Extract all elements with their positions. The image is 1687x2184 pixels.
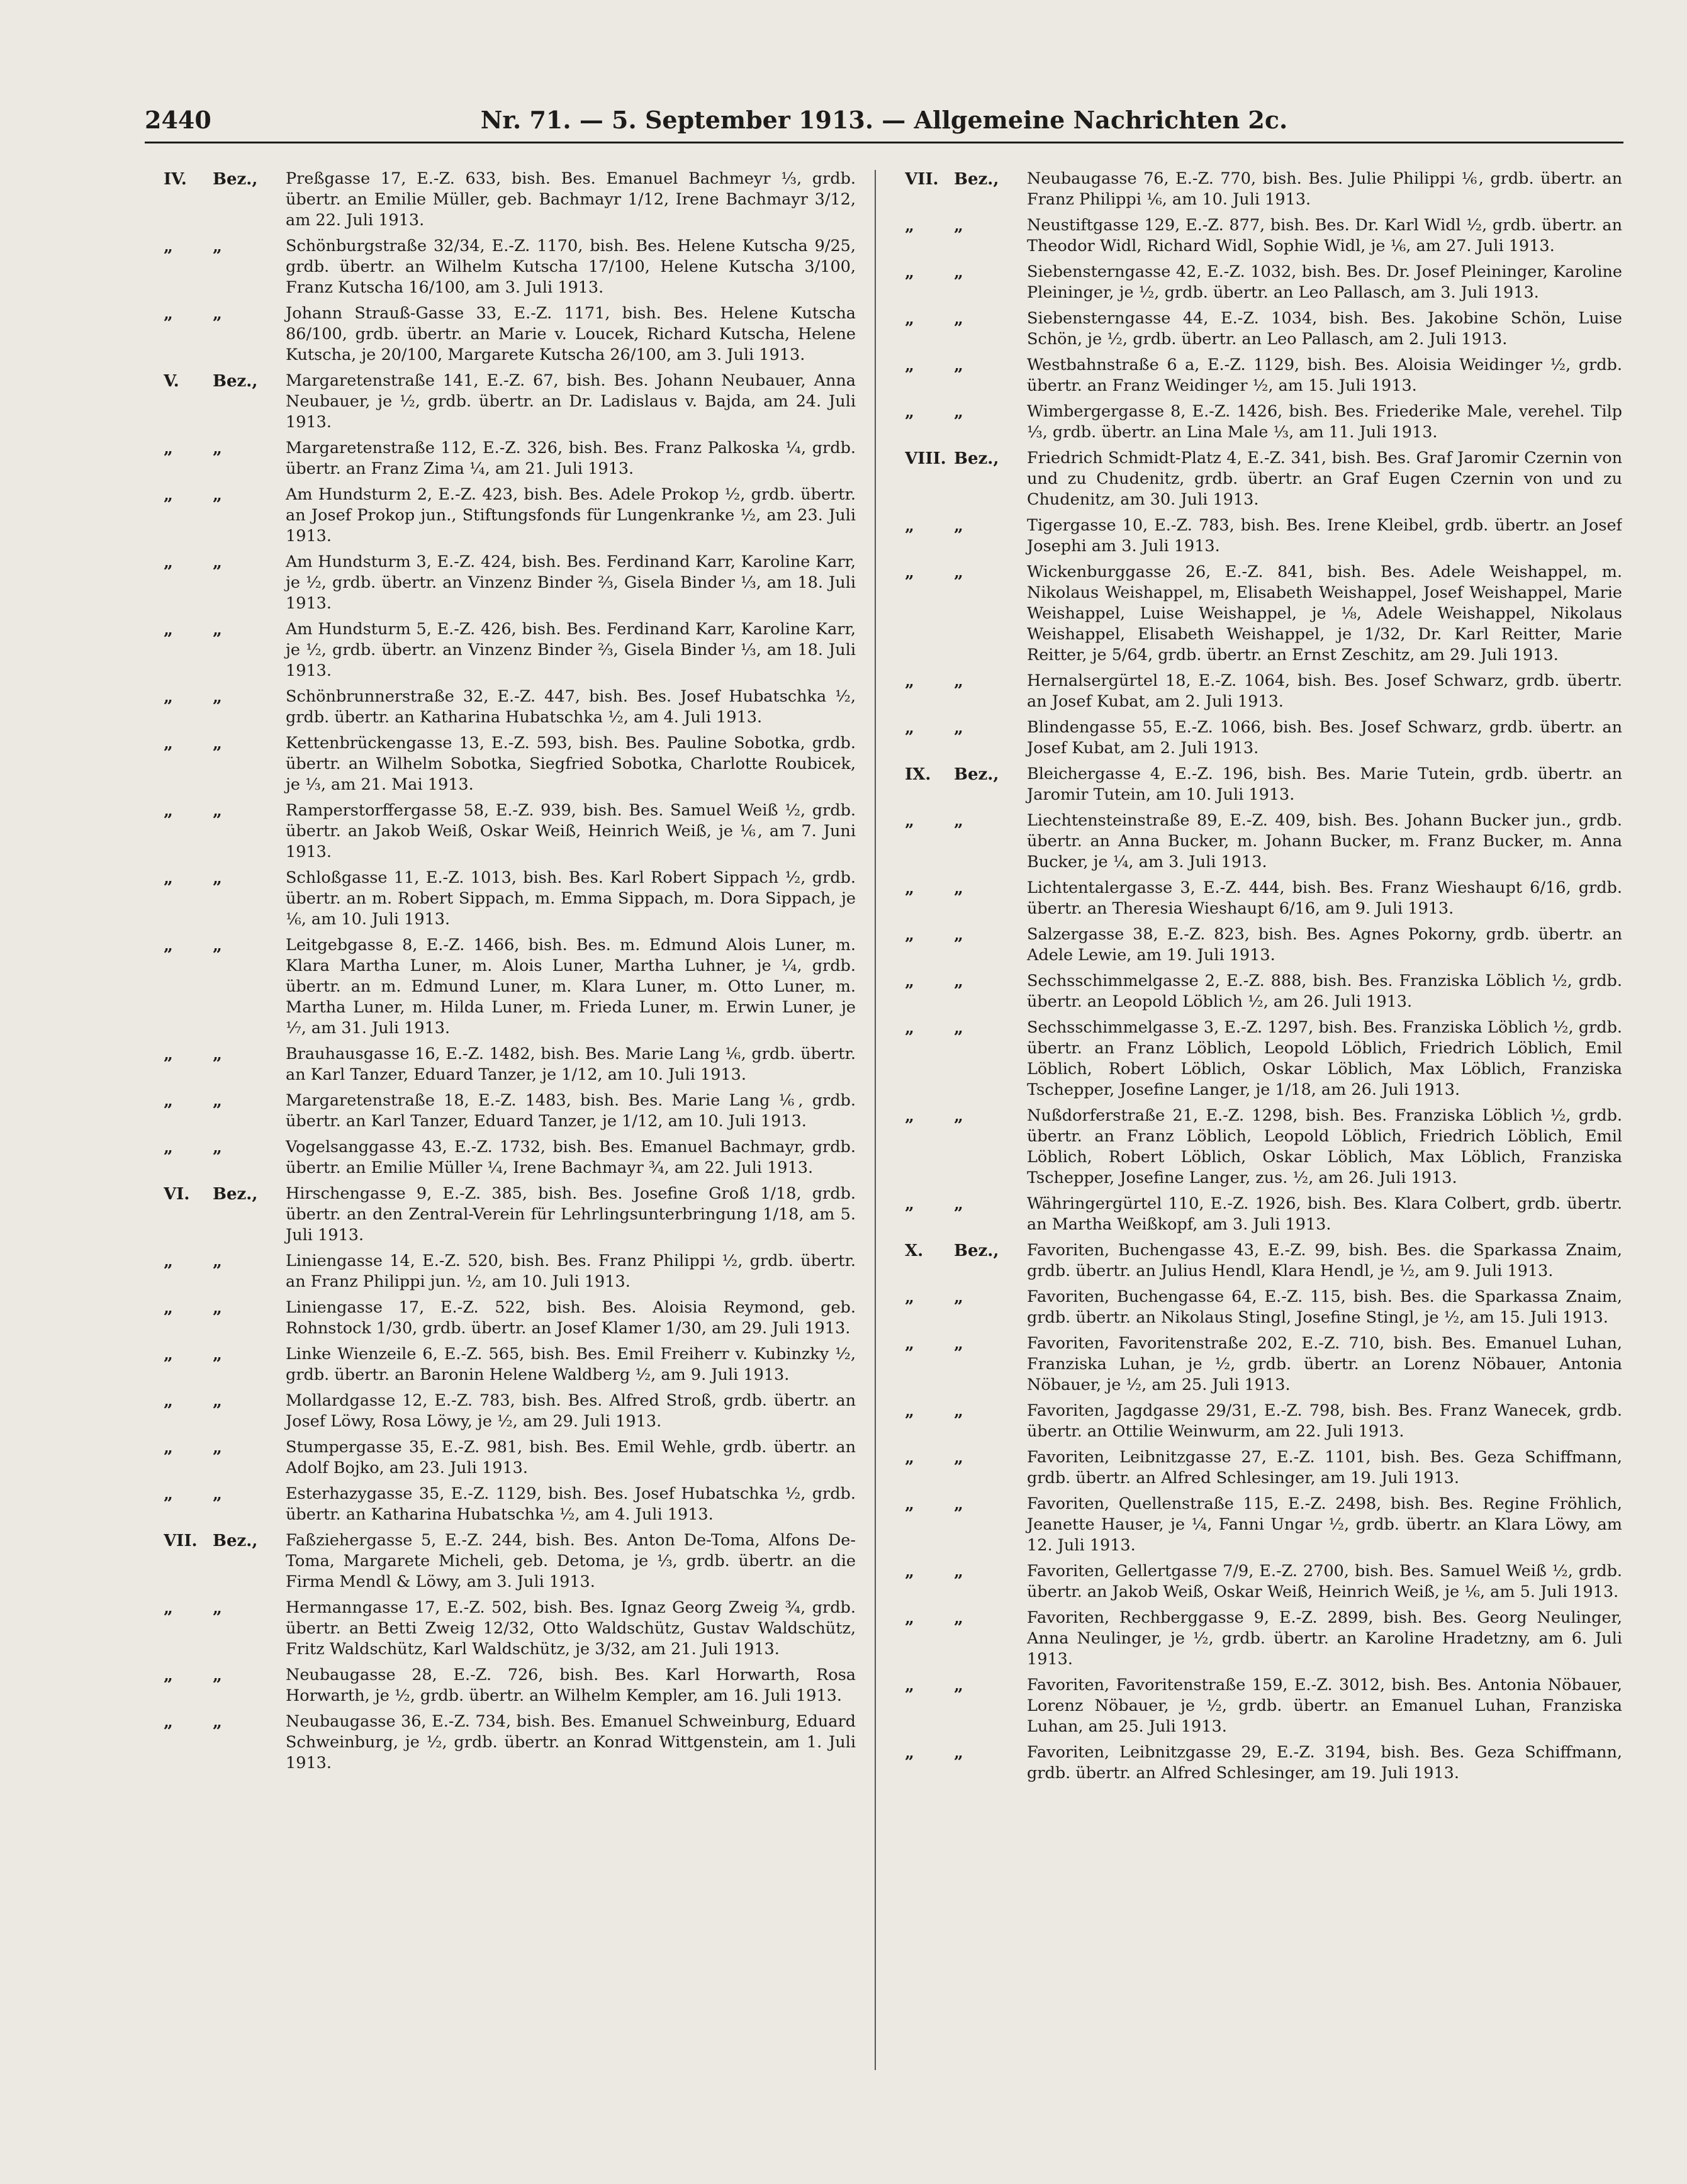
register-entry — [905, 1447, 1622, 1489]
district-label: „ — [954, 1402, 963, 1421]
register-entry — [164, 1437, 856, 1479]
district-number: „ — [905, 719, 914, 737]
register-entry — [905, 1194, 1622, 1235]
district-label: Bez., — [954, 1241, 999, 1260]
district-number: „ — [905, 1495, 914, 1514]
entry-text: Neubaugasse 76, E.-Z. 770, bish. Bes. Julie Philippi ⅙, grdb. übertr. an Franz Philippi ⅙, am 10. Juli 1913. — [1027, 169, 1622, 209]
district-label: „ — [213, 237, 222, 256]
district-number: „ — [164, 1392, 173, 1411]
district-number: „ — [905, 879, 914, 898]
district-number: „ — [164, 486, 173, 505]
district-number: „ — [905, 1744, 914, 1762]
district-number: „ — [164, 1485, 173, 1504]
entry-text: Siebensterngasse 44, E.-Z. 1034, bish. Bes. Jakobine Schön, Luise Schön, je ½, grdb. übertr. an Leo Pallasch, am 2. Juli 1913. — [1027, 309, 1622, 349]
register-entry — [905, 1287, 1622, 1328]
register-entry — [905, 924, 1622, 966]
district-label: „ — [954, 263, 963, 282]
district-number: „ — [905, 1609, 914, 1628]
register-entry — [164, 1711, 856, 1774]
register-entry — [905, 810, 1622, 873]
entry-text: Kettenbrückengasse 13, E.-Z. 593, bish. Bes. Pauline Sobotka, grdb. übertr. an Wilhelm Sobotka, Siegfried Sobotka, Charlotte Roubicek, je ⅓, am 21. Mai 1913. — [286, 734, 856, 794]
entry-text: Hermanngasse 17, E.-Z. 502, bish. Bes. Ignaz Georg Zweig ¾, grdb. übertr. an Betti Zweig 12/32, Otto Waldschütz, Gustav Waldschütz, Fritz Waldschütz, Karl Waldschütz, je 3/32, am 21. Juli 1913. — [286, 1598, 856, 1659]
district-number: „ — [164, 734, 173, 753]
entry-text: Vogelsanggasse 43, E.-Z. 1732, bish. Bes. Emanuel Bachmayr, grdb. übertr. an Emilie Müller ¼, Irene Bachmayr ¾, am 22. Juli 1913. — [286, 1138, 856, 1177]
district-label: „ — [954, 1107, 963, 1126]
register-entry — [164, 236, 856, 298]
district-number: „ — [905, 1402, 914, 1421]
entry-text: Favoriten, Buchengasse 64, E.-Z. 115, bish. Bes. die Sparkassa Znaim, grdb. übertr. an Nikolaus Stingl, Josefine Stingl, je ½, am 15. Juli 1913. — [1027, 1287, 1622, 1327]
register-entry — [164, 733, 856, 795]
district-label: „ — [954, 1019, 963, 1038]
district-number: „ — [164, 553, 173, 572]
entry-text: Wimbergergasse 8, E.-Z. 1426, bish. Bes. Friederike Male, verehel. Tilp ⅓, grdb. übertr. an Lina Male ⅓, am 11. Juli 1913. — [1027, 402, 1622, 442]
district-number: „ — [905, 403, 914, 422]
district-label: Bez., — [213, 1185, 258, 1204]
entry-text: Ramperstorffergasse 58, E.-Z. 939, bish. Bes. Samuel Weiß ½, grdb. übertr. an Jakob Weiß, Oskar Weiß, Heinrich Weiß, je ⅙, am 7. Juni 1913. — [286, 801, 856, 861]
entry-text: Neubaugasse 28, E.-Z. 726, bish. Bes. Karl Horwarth, Rosa Horwarth, je ½, grdb. übertr. an Wilhelm Kempler, am 16. Juli 1913. — [286, 1666, 856, 1705]
district-label: „ — [954, 1495, 963, 1514]
district-number: „ — [905, 672, 914, 691]
entry-text: Lichtentalergasse 3, E.-Z. 444, bish. Bes. Franz Wieshaupt 6/16, grdb. übertr. an Theresia Wieshaupt 6/16, am 9. Juli 1913. — [1027, 878, 1622, 918]
district-label: „ — [954, 216, 963, 235]
district-number: „ — [905, 517, 914, 535]
district-number: „ — [164, 1045, 173, 1064]
entry-text: Stumpergasse 35, E.-Z. 981, bish. Bes. Emil Wehle, grdb. übertr. an Adolf Bojko, am 23. Juli 1913. — [286, 1438, 856, 1477]
district-label: „ — [213, 1438, 222, 1457]
district-number: X. — [905, 1241, 924, 1260]
register-entry — [164, 800, 856, 863]
entry-text: Esterhazygasse 35, E.-Z. 1129, bish. Bes. Josef Hubatschka ½, grdb. übertr. an Katharina Hubatschka ½, am 4. Juli 1913. — [286, 1484, 856, 1524]
entry-text: Johann Strauß-Gasse 33, E.-Z. 1171, bish. Bes. Helene Kutscha 86/100, grdb. übertr. an Marie v. Loucek, Richard Kutscha, Helene Kutscha, je 20/100, Margarete Kutscha 26/100, am 3. Juli 1913. — [286, 304, 856, 364]
district-label: „ — [213, 486, 222, 505]
register-entry — [905, 448, 1622, 510]
entry-text: Am Hundsturm 2, E.-Z. 423, bish. Bes. Adele Prokop ½, grdb. übertr. an Josef Prokop jun., Stiftungsfonds für Lungenkranke ½, am 23. Juli 1913. — [286, 485, 856, 546]
entry-text: Bleichergasse 4, E.-Z. 196, bish. Bes. Marie Tutein, grdb. übertr. an Jaromir Tutein, am 10. Juli 1913. — [1027, 764, 1622, 804]
entry-text: Neustiftgasse 129, E.-Z. 877, bish. Bes. Dr. Karl Widl ½, grdb. übertr. an Theodor Widl, Richard Widl, Sophie Widl, je ⅙, am 27. Juli 1913. — [1027, 216, 1622, 255]
entry-text: Margaretenstraße 112, E.-Z. 326, bish. Bes. Franz Palkoska ¼, grdb. übertr. an Franz Zima ¼, am 21. Juli 1913. — [286, 439, 856, 478]
district-label: „ — [954, 1744, 963, 1762]
district-number: „ — [164, 1438, 173, 1457]
register-entry — [905, 764, 1622, 805]
entry-text: Liniengasse 17, E.-Z. 522, bish. Bes. Aloisia Reymond, geb. Rohnstock 1/30, grdb. übertr. an Josef Klamer 1/30, am 29. Juli 1913. — [286, 1298, 856, 1338]
district-label: „ — [213, 553, 222, 572]
district-number: „ — [905, 1448, 914, 1467]
district-label: „ — [954, 356, 963, 375]
entry-text: Liniengasse 14, E.-Z. 520, bish. Bes. Franz Philippi ½, grdb. übertr. an Franz Philippi jun. ½, am 10. Juli 1913. — [286, 1252, 856, 1291]
district-number: „ — [905, 1335, 914, 1353]
district-number: „ — [164, 1092, 173, 1111]
entry-text: Favoriten, Rechberggasse 9, E.-Z. 2899, bish. Bes. Georg Neulinger, Anna Neulinger, je ½, grdb. übertr. an Karoline Hradetzny, am 6. Juli 1913. — [1027, 1608, 1622, 1669]
district-label: Bez., — [954, 449, 999, 468]
entry-text: Sechsschimmelgasse 2, E.-Z. 888, bish. Bes. Franziska Löblich ½, grdb. übertr. an Leopold Löblich ½, am 26. Juli 1913. — [1027, 972, 1622, 1011]
district-label: Bez., — [954, 170, 999, 189]
district-label: „ — [954, 972, 963, 991]
district-label: „ — [213, 802, 222, 820]
register-entry — [164, 935, 856, 1039]
entry-text: Friedrich Schmidt-Platz 4, E.-Z. 341, bish. Bes. Graf Jaromir Czernin von und zu Chudenitz, grdb. übertr. an Graf Eugen Czernin von und zu Chudenitz, am 30. Juli 1913. — [1027, 449, 1622, 509]
district-label: Bez., — [213, 170, 258, 189]
register-entry — [905, 671, 1622, 712]
district-label: „ — [954, 812, 963, 831]
entry-text: Schloßgasse 11, E.-Z. 1013, bish. Bes. Karl Robert Sippach ½, grdb. übertr. an m. Robert Sippach, m. Emma Sippach, m. Dora Sippach, je ⅙, am 10. Juli 1913. — [286, 868, 856, 929]
page-number: 2440 — [145, 106, 211, 134]
district-label: Bez., — [213, 372, 258, 391]
entry-text: Favoriten, Leibnitzgasse 29, E.-Z. 3194, bish. Bes. Geza Schiffmann, grdb. übertr. an Alfred Schlesinger, am 19. Juli 1913. — [1027, 1743, 1622, 1783]
entry-text: Mollardgasse 12, E.-Z. 783, bish. Bes. Alfred Stroß, grdb. übertr. an Josef Löwy, Rosa Löwy, je ½, am 29. Juli 1913. — [286, 1391, 856, 1431]
district-label: „ — [213, 1485, 222, 1504]
district-number: „ — [905, 1676, 914, 1695]
district-label: Bez., — [213, 1532, 258, 1550]
register-entry — [164, 619, 856, 681]
district-number: IV. — [164, 170, 187, 189]
register-entry — [164, 169, 856, 231]
entry-text: Hernalsergürtel 18, E.-Z. 1064, bish. Bes. Josef Schwarz, grdb. übertr. an Josef Kubat, am 2. Juli 1913. — [1027, 671, 1622, 711]
register-entry — [905, 1240, 1622, 1282]
district-number: „ — [164, 802, 173, 820]
district-number: „ — [905, 563, 914, 582]
register-entry — [164, 1137, 856, 1179]
district-number: VI. — [164, 1185, 190, 1204]
district-number: „ — [905, 1107, 914, 1126]
entry-text: Liechtensteinstraße 89, E.-Z. 409, bish. Bes. Johann Bucker jun., grdb. übertr. an Anna Bucker, m. Johann Bucker, m. Franz Bucker, m. Anna Bucker, je ¼, am 3. Juli 1913. — [1027, 811, 1622, 871]
register-entry — [905, 1675, 1622, 1737]
district-number: „ — [905, 1562, 914, 1581]
entry-text: Blindengasse 55, E.-Z. 1066, bish. Bes. Josef Schwarz, grdb. übertr. an Josef Kubat, am 2. Juli 1913. — [1027, 718, 1622, 758]
entry-text: Favoriten, Buchengasse 43, E.-Z. 99, bish. Bes. die Sparkassa Znaim, grdb. übertr. an Julius Hendl, Klara Hendl, je ½, am 9. Juli 1913. — [1027, 1241, 1622, 1280]
district-number: „ — [164, 1252, 173, 1271]
district-label: „ — [213, 305, 222, 323]
register-entry — [905, 355, 1622, 396]
district-label: „ — [954, 1562, 963, 1581]
district-label: „ — [213, 688, 222, 707]
entry-text: Schönburgstraße 32/34, E.-Z. 1170, bish. Bes. Helene Kutscha 9/25, grdb. übertr. an Wilhelm Kutscha 17/100, Helene Kutscha 3/100, Franz Kutscha 16/100, am 3. Juli 1913. — [286, 237, 856, 297]
entry-text: Siebensterngasse 42, E.-Z. 1032, bish. Bes. Dr. Josef Pleininger, Karoline Pleininger, je ½, grdb. übertr. an Leo Pallasch, am 3. Juli 1913. — [1027, 262, 1622, 302]
district-number: „ — [164, 869, 173, 888]
register-entry — [905, 169, 1622, 210]
district-number: „ — [905, 216, 914, 235]
district-label: „ — [213, 1666, 222, 1685]
entry-text: Tigergasse 10, E.-Z. 783, bish. Bes. Irene Kleibel, grdb. übertr. an Josef Josephi am 3. Juli 1913. — [1027, 516, 1622, 556]
register-entry — [164, 1598, 856, 1660]
entry-text: Westbahnstraße 6 a, E.-Z. 1129, bish. Bes. Aloisia Weidinger ½, grdb. übertr. an Franz Weidinger ½, am 15. Juli 1913. — [1027, 356, 1622, 395]
register-entry — [164, 1184, 856, 1246]
register-entry — [905, 1561, 1622, 1603]
district-label: „ — [954, 1676, 963, 1695]
district-number: „ — [164, 936, 173, 955]
entry-text: Favoriten, Quellenstraße 115, E.-Z. 2498, bish. Bes. Regine Fröhlich, Jeanette Hauser, je ¼, Fanni Ungar ½, grdb. übertr. an Klara Löwy, am 12. Juli 1913. — [1027, 1494, 1622, 1555]
district-number: VIII. — [905, 449, 946, 468]
district-label: „ — [954, 926, 963, 944]
entry-text: Am Hundsturm 5, E.-Z. 426, bish. Bes. Ferdinand Karr, Karoline Karr, je ½, grdb. übertr. an Vinzenz Binder ⅔, Gisela Binder ⅓, am 18. Juli 1913. — [286, 620, 856, 680]
entry-text: Leitgebgasse 8, E.-Z. 1466, bish. Bes. m. Edmund Alois Luner, m. Klara Martha Luner, m. Alois Luner, Martha Luhner, je ¼, grdb. übertr. an m. Edmund Luner, m. Klara Luner, m. Otto Luner, m. Martha Luner, m. Hilda Luner, m. Frieda Luner, m. Erwin Luner, je ⅐, am 31. Juli 1913. — [286, 936, 856, 1038]
register-entry — [905, 262, 1622, 303]
district-label: „ — [954, 1609, 963, 1628]
register-entry — [164, 868, 856, 930]
register-entry — [905, 717, 1622, 759]
register-entry — [164, 1344, 856, 1386]
district-number: V. — [164, 372, 179, 391]
register-entry — [164, 1090, 856, 1132]
district-number: „ — [164, 688, 173, 707]
district-label: „ — [954, 563, 963, 582]
entry-text: Am Hundsturm 3, E.-Z. 424, bish. Bes. Ferdinand Karr, Karoline Karr, je ½, grdb. übertr. an Vinzenz Binder ⅔, Gisela Binder ⅓, am 18. Juli 1913. — [286, 552, 856, 613]
entry-text: Hirschengasse 9, E.-Z. 385, bish. Bes. Josefine Groß 1/18, grdb. übertr. an den Zentral-Verein für Lehrlingsunterbringung 1/18, am 5. Juli 1913. — [286, 1184, 856, 1245]
district-number: „ — [905, 356, 914, 375]
district-number: „ — [164, 1713, 173, 1732]
district-number: „ — [905, 1288, 914, 1307]
entry-text: Favoriten, Favoritenstraße 202, E.-Z. 710, bish. Bes. Emanuel Luhan, Franziska Luhan, je ½, grdb. übertr. an Lorenz Nöbauer, Antonia Nöbauer, je ½, am 25. Juli 1913. — [1027, 1334, 1622, 1394]
district-number: „ — [164, 620, 173, 639]
district-number: „ — [905, 812, 914, 831]
district-label: „ — [213, 1713, 222, 1732]
district-label: „ — [954, 310, 963, 328]
district-label: „ — [213, 869, 222, 888]
left-column — [164, 169, 856, 2075]
register-entry — [905, 1494, 1622, 1556]
district-label: „ — [954, 1335, 963, 1353]
register-entry — [164, 1251, 856, 1292]
district-label: „ — [213, 1299, 222, 1318]
district-label: „ — [213, 1599, 222, 1618]
district-label: „ — [954, 1288, 963, 1307]
entry-text: Favoriten, Gellertgasse 7/9, E.-Z. 2700, bish. Bes. Samuel Weiß ½, grdb. übertr. an Jakob Weiß, Oskar Weiß, Heinrich Weiß, je ⅙, am 5. Juli 1913. — [1027, 1562, 1622, 1601]
district-label: „ — [213, 734, 222, 753]
entry-text: Schönbrunnerstraße 32, E.-Z. 447, bish. Bes. Josef Hubatschka ½, grdb. übertr. an Katharina Hubatschka ½, am 4. Juli 1913. — [286, 687, 856, 727]
district-label: „ — [954, 879, 963, 898]
register-entry — [164, 303, 856, 366]
register-entry — [905, 515, 1622, 557]
register-entry — [905, 1017, 1622, 1100]
district-number: „ — [164, 439, 173, 458]
district-label: „ — [213, 1345, 222, 1364]
district-number: VII. — [164, 1532, 198, 1550]
district-label: „ — [213, 936, 222, 955]
entry-text: Favoriten, Jagdgasse 29/31, E.-Z. 798, bish. Bes. Franz Wanecek, grdb. übertr. an Ottilie Weinwurm, am 22. Juli 1913. — [1027, 1401, 1622, 1441]
entry-text: Salzergasse 38, E.-Z. 823, bish. Bes. Agnes Pokorny, grdb. übertr. an Adele Lewie, am 19. Juli 1913. — [1027, 925, 1622, 965]
register-entry — [905, 1742, 1622, 1784]
district-number: „ — [164, 1138, 173, 1157]
district-label: „ — [213, 1045, 222, 1064]
district-label: „ — [954, 1448, 963, 1467]
register-entry — [905, 308, 1622, 350]
district-label: „ — [954, 719, 963, 737]
register-entry — [905, 878, 1622, 919]
register-entry — [164, 552, 856, 614]
register-entry — [164, 484, 856, 547]
column-divider — [875, 170, 876, 2070]
entry-text: Faßziehergasse 5, E.-Z. 244, bish. Bes. Anton De-Toma, Alfons De-Toma, Margarete Micheli, geb. Detoma, je ⅓, grdb. übertr. an die Firma Mendl & Löwy, am 3. Juli 1913. — [286, 1531, 856, 1591]
district-label: „ — [954, 672, 963, 691]
district-label: „ — [954, 517, 963, 535]
register-entry — [905, 1106, 1622, 1189]
district-number: IX. — [905, 765, 931, 784]
district-number: „ — [905, 263, 914, 282]
register-entry — [164, 686, 856, 728]
district-number: „ — [164, 237, 173, 256]
district-label: Bez., — [954, 765, 999, 784]
district-label: „ — [213, 1092, 222, 1111]
entry-text: Sechsschimmelgasse 3, E.-Z. 1297, bish. Bes. Franziska Löblich ½, grdb. übertr. an Franz Löblich, Leopold Löblich, Friedrich Löblich, Emil Löblich, Robert Löblich, Oskar Löblich, Max Löblich, Franziska Tschepper, Josefine Langer, je 1/18, am 26. Juli 1913. — [1027, 1018, 1622, 1099]
page-title: Nr. 71. — 5. September 1913. — Allgemeine Nachrichten 2c. — [480, 106, 1288, 134]
entry-text: Margaretenstraße 18, E.-Z. 1483, bish. Bes. Marie Lang ⅙, grdb. übertr. an Karl Tanzer, Eduard Tanzer, je 1/12, am 10. Juli 1913. — [286, 1091, 856, 1131]
district-label: „ — [213, 1392, 222, 1411]
register-entry — [905, 971, 1622, 1012]
district-number: „ — [164, 305, 173, 323]
district-number: „ — [164, 1666, 173, 1685]
district-label: „ — [213, 1252, 222, 1271]
district-number: „ — [164, 1345, 173, 1364]
district-number: „ — [905, 926, 914, 944]
district-number: „ — [905, 310, 914, 328]
entry-text: Linke Wienzeile 6, E.-Z. 565, bish. Bes. Emil Freiherr v. Kubinzky ½, grdb. übertr. an Baronin Helene Waldberg ½, am 9. Juli 1913. — [286, 1345, 856, 1384]
entry-text: Wickenburggasse 26, E.-Z. 841, bish. Bes. Adele Weishappel, m. Nikolaus Weishappel, m, Elisabeth Weishappel, Josef Weishappel, Marie Weishappel, Luise Weishappel, je ⅛, Adele Weishappel, Nikolaus Weishappel, Elisabeth Weishappel, je 1/32, Dr. Karl Reitter, Marie Reitter, je 5/64, grdb. übertr. an Ernst Zeschitz, am 29. Juli 1913. — [1027, 563, 1622, 664]
entry-text: Favoriten, Leibnitzgasse 27, E.-Z. 1101, bish. Bes. Geza Schiffmann, grdb. übertr. an Alfred Schlesinger, am 19. Juli 1913. — [1027, 1448, 1622, 1487]
entry-text: Favoriten, Favoritenstraße 159, E.-Z. 3012, bish. Bes. Antonia Nöbauer, Lorenz Nöbauer, je ½, grdb. übertr. an Emanuel Luhan, Franziska Luhan, am 25. Juli 1913. — [1027, 1676, 1622, 1736]
district-label: „ — [954, 1195, 963, 1214]
district-label: „ — [954, 403, 963, 422]
entry-text: Margaretenstraße 141, E.-Z. 67, bish. Bes. Johann Neubauer, Anna Neubauer, je ½, grdb. übertr. an Dr. Ladislaus v. Bajda, am 24. Juli 1913. — [286, 371, 856, 432]
entry-text: Währingergürtel 110, E.-Z. 1926, bish. Bes. Klara Colbert, grdb. übertr. an Martha Weißkopf, am 3. Juli 1913. — [1027, 1194, 1622, 1234]
district-number: VII. — [905, 170, 939, 189]
district-number: „ — [905, 1019, 914, 1038]
register-entry — [905, 562, 1622, 666]
entry-text: Brauhausgasse 16, E.-Z. 1482, bish. Bes. Marie Lang ⅙, grdb. übertr. an Karl Tanzer, Eduard Tanzer, je 1/12, am 10. Juli 1913. — [286, 1044, 856, 1084]
register-entry — [164, 371, 856, 433]
entry-text: Nußdorferstraße 21, E.-Z. 1298, bish. Bes. Franziska Löblich ½, grdb. übertr. an Franz Löblich, Leopold Löblich, Friedrich Löblich, Emil Löblich, Robert Löblich, Oskar Löblich, Max Löblich, Franziska Tschepper, Josefine Langer, zus. ½, am 26. Juli 1913. — [1027, 1106, 1622, 1187]
header-rule — [145, 142, 1623, 143]
district-number: „ — [164, 1599, 173, 1618]
entry-text: Neubaugasse 36, E.-Z. 734, bish. Bes. Emanuel Schweinburg, Eduard Schweinburg, je ½, grdb. übertr. an Konrad Wittgenstein, am 1. Juli 1913. — [286, 1712, 856, 1772]
district-label: „ — [213, 439, 222, 458]
district-number: „ — [905, 1195, 914, 1214]
entry-text: Preßgasse 17, E.-Z. 633, bish. Bes. Emanuel Bachmeyr ⅓, grdb. übertr. an Emilie Müller, geb. Bachmayr 1/12, Irene Bachmayr 3/12, am 22. Juli 1913. — [286, 169, 856, 230]
register-entry — [905, 1608, 1622, 1670]
district-label: „ — [213, 1138, 222, 1157]
district-number: „ — [164, 1299, 173, 1318]
district-number: „ — [905, 972, 914, 991]
register-entry — [164, 1297, 856, 1339]
register-entry — [164, 1530, 856, 1593]
right-column — [905, 169, 1622, 2075]
district-label: „ — [213, 620, 222, 639]
register-entry — [905, 1333, 1622, 1396]
register-entry — [905, 215, 1622, 257]
register-entry — [905, 401, 1622, 443]
register-entry — [164, 1665, 856, 1706]
register-entry — [164, 1484, 856, 1525]
register-entry — [905, 1401, 1622, 1442]
register-entry — [164, 1044, 856, 1085]
register-entry — [164, 438, 856, 479]
register-entry — [164, 1391, 856, 1432]
